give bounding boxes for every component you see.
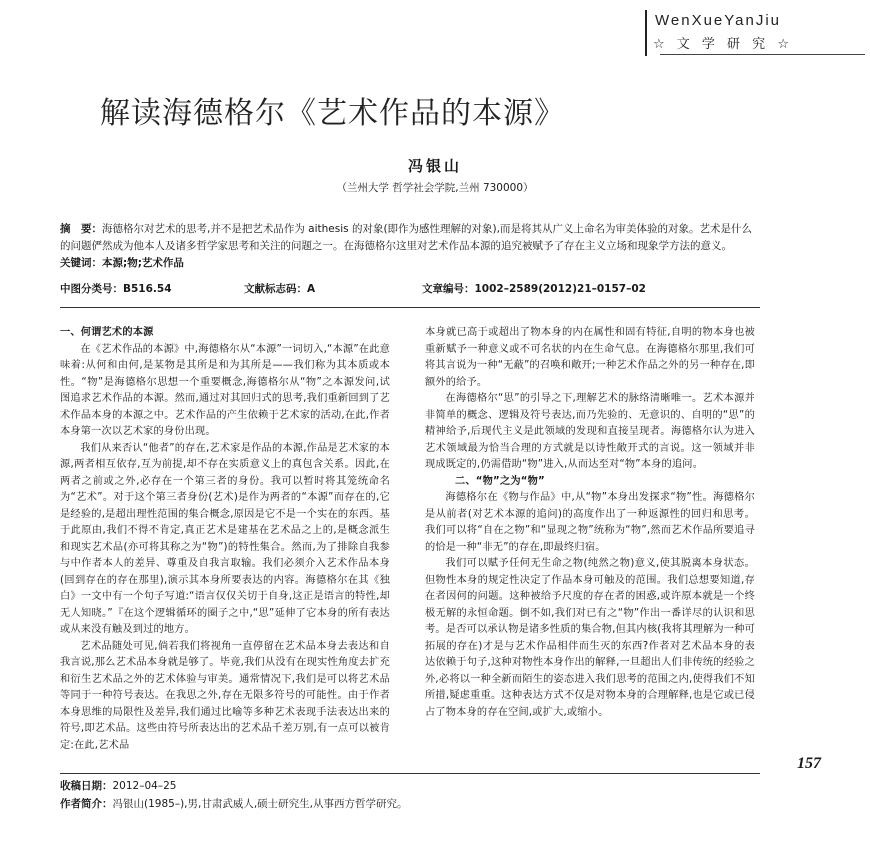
left-column bbox=[60, 325, 390, 754]
body-paragraph: 我们可以赋予任何无生命之物(纯然之物)意义,使其脱离本身状态。但物性本身的规定性决定了作品本身可触及的范围。我们总想要知道,存在者因何的问题。这种被给予尺度的存在者的困惑,或许原本就是一个终极无解的永恒命题。倒不如,我们对已有之“物”作出一番详尽的认识和思考。是否可以承认物是诸多性质的集合物,但其内核(我将其理解为一种可拓展的存在)才是与艺术作品相伴而生灭的东西?作者对艺术品本身的表达依赖于句子,这种对物性本身作出的解释,一旦超出人们非传统的经验之外,必将以一种全新而陌生的姿态进入我们思考的范围之内,使得我们不知所措,疑虑重重。这种表达方式不仅是对物本身的合理解释,也是它或已侵占了物本身的存在空间,或扩大,或缩小。 bbox=[425, 558, 755, 718]
section-heading-1: 一、何谓艺术的本源 bbox=[60, 327, 154, 338]
header-divider bbox=[660, 54, 865, 55]
body-paragraph: 在《艺术作品的本源》中,海德格尔从“本源”一词切入,“本源”在此意味着:从何和由何,是某物是其所是和为其所是——我们称为其本质或本性。“物”是海德格尔思想一个重要概念,海德格尔从“物”之本源发问,试图追求艺术作品的本源。然而,通过对其回归式的思考,我们重新回到了艺术作品本身的本源之中。艺术作品的产生依赖于艺术家的活动,在此,作者本身第一次以艺术家的身份出现。 bbox=[60, 343, 390, 437]
author-bio-line bbox=[60, 796, 760, 811]
abstract-block bbox=[60, 221, 760, 272]
footer-divider bbox=[60, 773, 760, 774]
document-code bbox=[244, 281, 315, 296]
article-label: 文章编号： bbox=[422, 283, 475, 295]
doc-value: A bbox=[307, 283, 316, 295]
right-column bbox=[425, 325, 755, 721]
section-heading-2: 二、“物”之为“物” bbox=[455, 475, 545, 487]
keywords-line bbox=[60, 255, 760, 272]
keywords-text: 本源;物;艺术作品 bbox=[102, 257, 184, 269]
article-number bbox=[422, 281, 646, 296]
clc-value: B516.54 bbox=[123, 283, 172, 295]
received-label: 收稿日期： bbox=[60, 780, 113, 792]
abstract-divider bbox=[60, 307, 760, 308]
received-date-line bbox=[60, 778, 760, 793]
body-paragraph: 我们从来否认“他者”的存在,艺术家是作品的本源,作品是艺术家的本源,两者相互依存,互为前提,却不存在实质意义上的真包含关系。因此,在两者之前或之外,必存在一个第三者的身份。我可以暂时将其笼统命名为“艺术”。对于这个第三者身份(艺术)是作为两者的“本源”而存在的,它是经验的,是超出理性范围的集合概念,原因是它不是一个实在的东西。基于此原由,我们不得不肯定,真正艺术是建基在艺术品之上的,是概念派生和现实艺术品(亦可将其称之为“物”)的特性集合。然而,为了排除自我参与中作者本人的差异、尊重及自我言取输。我们必须介入艺术作品本身(回到存在的存在那里),演示其本身所要表达的内容。海德格尔在其《独白》一文中有一个句子写道:“语言仅仅关切于自身,这正是语言的特性,却无人知晓。”『在这个逻辑循环的圈子之中,“思”延伸了它本身的所有表达或从来没有触及到过的地方。 bbox=[60, 442, 390, 635]
body-paragraph: 海德格尔在《物与作品》中,从“物”本身出发探求“物”性。海德格尔是从前者(对艺术本源的追问)的高度作出了一种返源性的回归和思考。我们可以将“自在之物”和“显现之物”统称为“物”,然而艺术作品所要追寻的恰是一种“非无”的存在,即最终归宿。 bbox=[425, 492, 755, 553]
page-number: 157 bbox=[797, 755, 821, 772]
body-paragraph: 本身就已高于或超出了物本身的内在属性和固有特征,自明的物本身也被重新赋予一种意义或不可名状的内在生命气息。在海德格尔那里,我们可将其言说为一种“无蔽”的召唤和敞开;一种艺术作品之外的另一种存在,即额外的给予。 bbox=[425, 327, 755, 388]
doc-label: 文献标志码： bbox=[244, 283, 307, 295]
journal-name-en: WenXueYanJiu bbox=[655, 12, 782, 29]
keywords-label: 关键词： bbox=[60, 257, 102, 269]
bio-label: 作者简介： bbox=[60, 798, 113, 810]
abstract-paragraph bbox=[60, 221, 760, 255]
abstract-text: 海德格尔对艺术的思考,并不是把艺术品作为 aithesis 的对象(即作为感性理解的对象),而是将其从广义上命名为审美体验的对象。艺术是什么的问题俨然成为他本人及诸多哲学家思考和关注的问题之一。在海德格尔这里对艺术作品本源的追究被赋予了存在主义立场和现象学方法的意义。 bbox=[60, 223, 752, 252]
article-title: 解读海德格尔《艺术作品的本源》 bbox=[100, 96, 565, 131]
journal-header bbox=[645, 10, 869, 56]
author-affiliation: （兰州大学 哲学社会学院,兰州 730000） bbox=[336, 182, 534, 194]
body-paragraph: 艺术品随处可见,倘若我们将视角一直停留在艺术品本身去表达和自我言说,那么艺术品本身就是够了。毕竟,我们从没有在现实性角度去扩充和衍生艺术品之外的艺术体验与审美。通常情况下,我们是可以将艺术品等同于一种符号表达。在我思之外,存在无限多符号的可能性。由于作者本身思维的局限性及差异,我们通过比喻等多种艺术表现手法表达出来的符号,即艺术品。这些由符号所表达出的艺术品千差万别,有一点可以被肯定:在此,艺术品 bbox=[60, 640, 390, 751]
author-name: 冯银山 bbox=[407, 157, 462, 175]
author-bio: 冯银山(1985–),男,甘肃武威人,硕士研究生,从事西方哲学研究。 bbox=[112, 798, 408, 810]
clc-number bbox=[60, 281, 172, 296]
article-value: 1002–2589(2012)21–0157–02 bbox=[474, 283, 646, 295]
body-paragraph: 在海德格尔“思”的引导之下,理解艺术的脉络清晰唯一。艺术本源并非简单的概念、逻辑及符号表达,而乃先验的、无意识的、自明的“思”的精神给予,后现代主义是此领域的发现和直接呈现者。海德格尔认为进入艺术领域最为恰当合理的方式就是以诗性敞开式的言说。这一领域并非现成既定的,仍需借助“物”进入,从而达至对“物”本身的追问。 bbox=[425, 393, 755, 470]
abstract-label: 摘 要： bbox=[60, 223, 102, 235]
clc-label: 中图分类号： bbox=[60, 283, 123, 295]
journal-name-cn: ☆ 文 学 研 究 ☆ bbox=[653, 37, 793, 52]
received-date: 2012–04–25 bbox=[112, 780, 177, 792]
